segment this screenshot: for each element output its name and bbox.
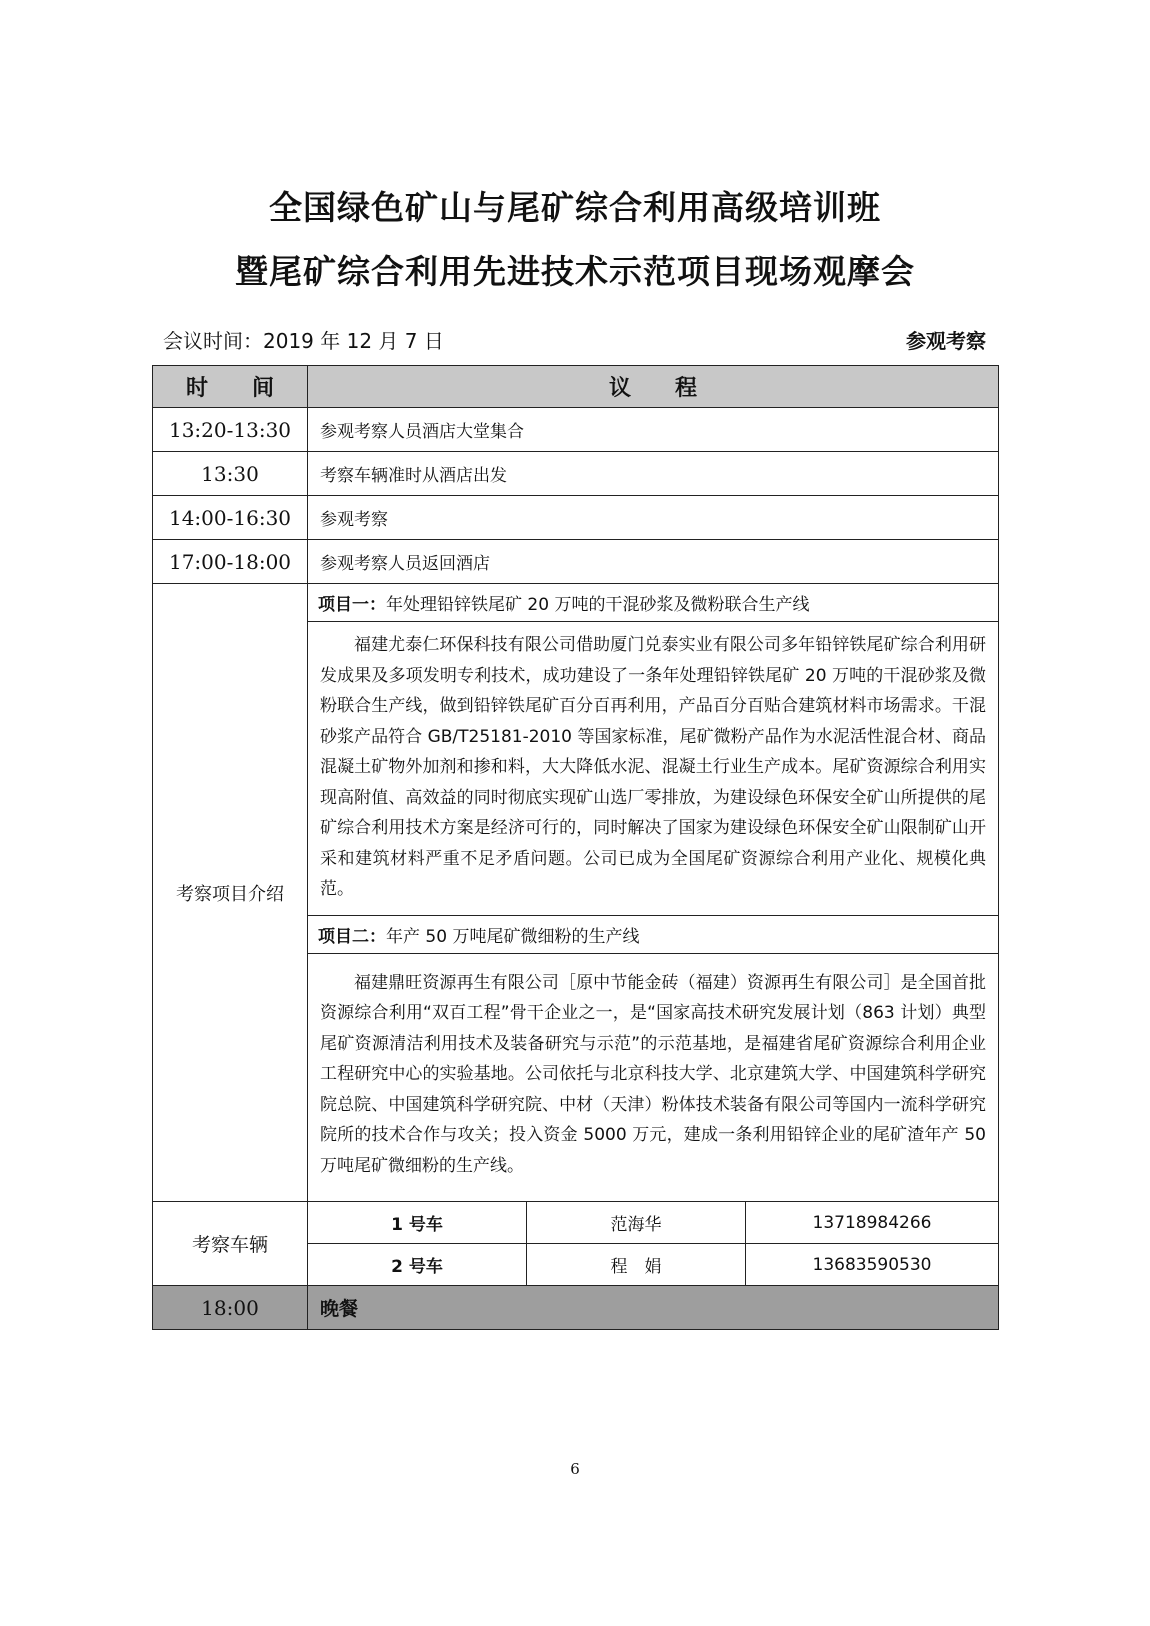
projects-label: 考察项目介绍 <box>153 584 308 1202</box>
dinner-label: 晚餐 <box>308 1286 999 1330</box>
project1-body: 福建尤泰仁环保科技有限公司借助厦门兑泰实业有限公司多年铅锌铁尾矿综合利用研发成果及多项发明专利技术，成功建设了一条年处理铅锌铁尾矿 20 万吨的干混砂浆及微粉联合生产线，做到铅锌铁尾矿百分百再利用，产品百分百贴合建筑材料市场需求。干混砂浆产品符合 GB/T25181-2010 等国家标准，尾矿微粉产品作为水泥活性混合材、商品混凝土矿物外加剂和掺和料，大大降低水泥、混凝土行业生产成本。尾矿资源综合利用实现高附值、高效益的同时彻底实现矿山选厂零排放，为建设绿色环保安全矿山所提供的尾矿综合利用技术方案是经济可行的，同时解决了国家为建设绿色环保安全矿山限制矿山开采和建筑材料严重不足矛盾问题。公司已成为全国尾矿资源综合利用产业化、规模化典范。 <box>308 622 999 916</box>
project2-prefix: 项目二： <box>318 926 386 947</box>
title-line-2: 暨尾矿综合利用先进技术示范项目现场观摩会 <box>235 252 915 291</box>
vehicles-label: 考察车辆 <box>153 1202 308 1286</box>
header-time: 时 间 <box>153 366 308 408</box>
schedule-row <box>153 496 999 540</box>
project2-name: 年产 50 万吨尾矿微细粉的生产线 <box>386 926 640 947</box>
vehicle-number: 2 号车 <box>308 1244 527 1286</box>
session-label: 参观考察 <box>906 329 986 353</box>
dinner-time: 18:00 <box>153 1286 308 1330</box>
project1-name: 年处理铅锌铁尾矿 20 万吨的干混砂浆及微粉联合生产线 <box>386 595 810 615</box>
vehicle-contact-name: 程 娟 <box>527 1244 746 1286</box>
project1-prefix: 项目一： <box>318 595 386 615</box>
agenda-table <box>152 365 999 1330</box>
schedule-row <box>153 540 999 584</box>
schedule-time: 13:30 <box>153 452 308 496</box>
vehicle-contact-phone: 13683590530 <box>746 1244 999 1286</box>
project1-title <box>308 584 999 622</box>
table-header-row <box>153 366 999 408</box>
dinner-row <box>153 1286 999 1330</box>
schedule-row <box>153 452 999 496</box>
schedule-desc: 参观考察人员返回酒店 <box>308 540 999 584</box>
vehicle-row <box>153 1202 999 1244</box>
title-line-1: 全国绿色矿山与尾矿综合利用高级培训班 <box>269 188 881 227</box>
vehicle-contact-phone: 13718984266 <box>746 1202 999 1244</box>
header-agenda: 议 程 <box>308 366 999 408</box>
page-number: 6 <box>570 1460 580 1478</box>
vehicle-number: 1 号车 <box>308 1202 527 1244</box>
project2-body: 福建鼎旺资源再生有限公司［原中节能金砖（福建）资源再生有限公司］是全国首批资源综合利用“双百工程”骨干企业之一，是“国家高技术研究发展计划（863 计划）典型尾矿资源清洁利用技术及装备研究与示范”的示范基地，是福建省尾矿资源综合利用企业工程研究中心的实验基地。公司依托与北京科技大学、北京建筑大学、中国建筑科学研究院总院、中国建筑科学研究院、中材（天津）粉体技术装备有限公司等国内一流科学研究院所的技术合作与攻关；投入资金 5000 万元，建成一条利用铅锌企业的尾矿渣年产 50 万吨尾矿微细粉的生产线。 <box>308 953 999 1202</box>
project2-title <box>308 915 999 953</box>
schedule-row <box>153 408 999 452</box>
schedule-desc: 参观考察 <box>308 496 999 540</box>
schedule-desc: 考察车辆准时从酒店出发 <box>308 452 999 496</box>
schedule-time: 13:20-13:30 <box>153 408 308 452</box>
meeting-time: 会议时间：2019 年 12 月 7 日 <box>163 329 444 353</box>
schedule-time: 17:00-18:00 <box>153 540 308 584</box>
vehicle-contact-name: 范海华 <box>527 1202 746 1244</box>
schedule-desc: 参观考察人员酒店大堂集合 <box>308 408 999 452</box>
project1-title-row <box>153 584 999 622</box>
schedule-time: 14:00-16:30 <box>153 496 308 540</box>
